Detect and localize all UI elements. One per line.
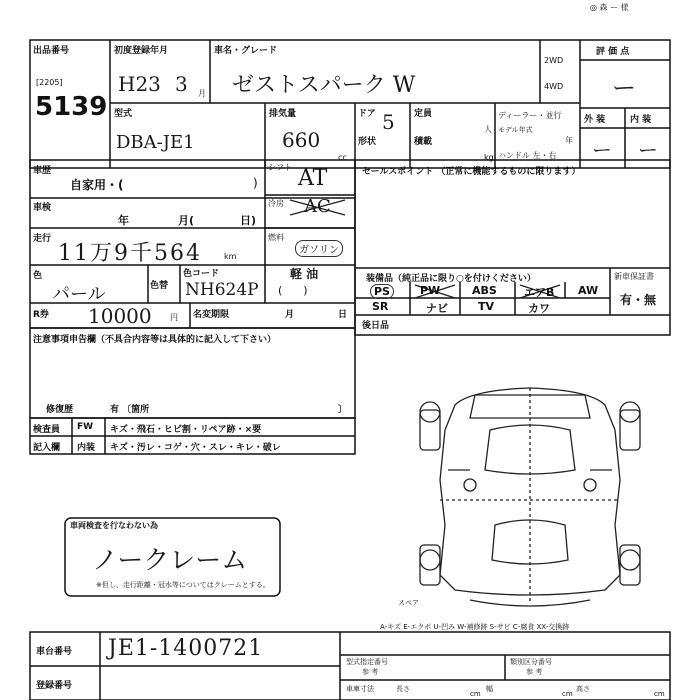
dealer-label: ディーラー・並行 xyxy=(498,111,562,120)
first-reg-label: 初度登録年月 xyxy=(114,46,169,56)
fuel-label: 燃料 xyxy=(268,233,284,242)
history-close: ) xyxy=(253,176,258,190)
name-change-day: 日 xyxy=(338,310,348,320)
fuel-other: ( ) xyxy=(278,284,308,297)
warranty-value: 有・無 xyxy=(620,293,657,307)
fuel-diesel: 軽 油 xyxy=(290,267,319,281)
grade-value: ー xyxy=(612,74,636,102)
name-change-label: 名変期限 xyxy=(193,310,230,320)
equip-tv: TV xyxy=(478,300,495,313)
lot-label: 出品番号 xyxy=(33,46,70,56)
load-label: 積載 xyxy=(414,137,433,147)
km-unit: km xyxy=(224,252,237,261)
color-code-label: 色コード xyxy=(183,269,220,279)
claim-header: 車両検査を行なわない為 xyxy=(70,521,158,530)
ac-label: 冷房 xyxy=(268,199,284,208)
spare-label: スペア xyxy=(398,599,419,607)
shift-value: AT xyxy=(298,166,328,191)
reg-month: 3 xyxy=(175,72,188,96)
inspection-year: 年 xyxy=(118,214,129,227)
inspector-label-1: 検査員 xyxy=(33,425,61,435)
shift-label: シフト xyxy=(268,163,292,172)
length-label: 長さ xyxy=(396,685,410,693)
equip-ps: PS xyxy=(370,284,394,299)
width-cm: cm xyxy=(562,690,573,698)
class-designation-label: 類別区分番号 xyxy=(510,658,552,666)
inspection-month: 月( xyxy=(178,214,195,227)
fw-text: キズ・飛石・ヒビ割・リペア跡・×要 xyxy=(110,425,262,435)
interior-inspect-text: キズ・汚レ・コゲ・穴・スレ・キレ・破レ xyxy=(110,443,281,453)
color-change-label: 色替 xyxy=(150,281,169,291)
new-warranty-label: 新車保証書 xyxy=(614,272,654,281)
inspection-label: 車検 xyxy=(33,203,52,213)
fw-label: FW xyxy=(77,422,94,432)
equip-aw: AW xyxy=(578,284,599,297)
repair-value: 有 〔箇所 xyxy=(110,405,150,415)
color-label: 色 xyxy=(33,271,43,281)
height-label: 高さ xyxy=(576,685,590,693)
garage-size-label: 車庫寸法 xyxy=(346,685,374,693)
type-designation-label: 型式指定番号 xyxy=(346,658,388,666)
equip-sr: SR xyxy=(372,300,389,313)
person-unit: 人 xyxy=(484,125,492,134)
class-designation-ref: 参 考 xyxy=(526,668,543,676)
displacement-value: 660 xyxy=(282,128,321,152)
repair-label: 修復歴 xyxy=(46,405,74,415)
inspector-label-2: 記入欄 xyxy=(33,443,61,453)
mileage-value: 11万9千564 xyxy=(58,241,202,266)
drive-2wd: 2WD xyxy=(544,56,564,65)
name-change-month: 月 xyxy=(285,310,295,320)
color-code-value: NH624P xyxy=(185,280,259,300)
equip-airbag: エアB xyxy=(524,286,555,299)
recycle-value: 10000 xyxy=(88,304,152,328)
handle-label: ハンドル 左・右 xyxy=(498,151,557,160)
equip-abs: ABS xyxy=(472,284,497,297)
ac-value: AC xyxy=(304,196,331,217)
equip-navi: ナビ xyxy=(426,302,448,315)
fuel-gasoline: ガソリン xyxy=(295,240,343,257)
height-cm: cm xyxy=(654,690,665,698)
model-name: ゼストスパーク W xyxy=(232,73,416,98)
door-label: ドア xyxy=(358,109,376,119)
type-designation-ref: 参 考 xyxy=(362,668,379,676)
recycle-label: R券 xyxy=(33,310,49,320)
model-label: 車名・グレード xyxy=(214,46,278,56)
year-unit: 年 xyxy=(565,136,573,145)
color-value: パール xyxy=(52,284,106,305)
door-value: 5 xyxy=(382,110,395,134)
exterior-value: ー xyxy=(592,138,612,162)
lot-number: 5139 xyxy=(35,92,108,122)
sales-point-label: セールスポイント （正常に機能するものに限ります） xyxy=(362,167,581,177)
shape-label: 形状 xyxy=(358,137,377,147)
repair-close: 〕 xyxy=(338,405,348,415)
chassis-label: 車台番号 xyxy=(36,647,73,657)
chassis-value: JE1-1400721 xyxy=(108,636,264,661)
interior-inspect-label: 内装 xyxy=(77,443,96,453)
inspection-day: 日) xyxy=(240,214,257,227)
drive-4wd: 4WD xyxy=(544,82,564,91)
yen-unit: 円 xyxy=(170,313,178,322)
claim-stamp: ノークレーム xyxy=(92,546,248,576)
exterior-label: 外 装 xyxy=(584,115,606,125)
width-label: 幅 xyxy=(486,685,493,693)
model-year-label: モデル年式 xyxy=(498,126,533,134)
claim-note: ※但し、走行距離・冠水等についてはクレームとする。 xyxy=(96,581,270,589)
history-value: 自家用・( xyxy=(70,178,124,192)
type-label: 型式 xyxy=(114,109,133,119)
grade-label: 評 価 点 xyxy=(596,47,630,57)
kg-unit: kg xyxy=(484,153,494,162)
displacement-label: 排気量 xyxy=(269,109,297,119)
notes-label: 注意事項申告欄（不具合内容等は具体的に記入して下さい） xyxy=(33,335,277,345)
type-value: DBA-JE1 xyxy=(116,132,195,153)
equipment-label: 装備品（純正品に限り○を付けください） xyxy=(366,274,536,284)
capacity-label: 定員 xyxy=(414,109,433,119)
length-cm: cm xyxy=(470,690,481,698)
reg-era: H23 xyxy=(118,72,161,96)
cc-unit: cc xyxy=(338,153,347,162)
lot-small: [2205] xyxy=(36,78,63,87)
registration-label: 登録番号 xyxy=(36,681,73,691)
history-label: 車歴 xyxy=(33,166,52,176)
top-right-note: ◎ 森 ー 様 xyxy=(590,3,629,12)
equip-pw: PW xyxy=(420,284,441,297)
interior-value: ー xyxy=(638,138,658,162)
interior-label: 内 装 xyxy=(630,115,652,125)
equip-leather: カワ xyxy=(528,302,550,315)
mileage-label: 走行 xyxy=(33,234,52,244)
damage-legend: A-キズ E-エクボ U-凹み W-補修跡 S-サビ C-腐食 XX-交換跡 xyxy=(380,623,570,631)
month-unit: 月 xyxy=(198,89,206,98)
after-day-label: 後日品 xyxy=(362,321,390,331)
